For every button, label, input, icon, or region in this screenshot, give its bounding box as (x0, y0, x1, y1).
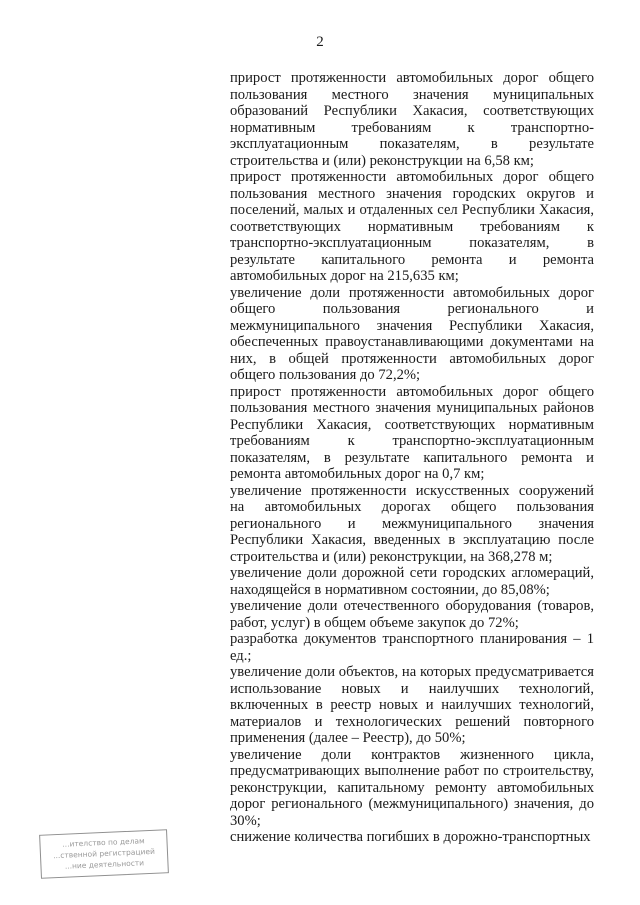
paragraph-7: увеличение доли отечественного оборудования (товаров, работ, услуг) в общем объеме закупок до 72%; (230, 598, 594, 631)
paragraph-1: прирост протяженности автомобильных дорог общего пользования местного значения муниципальных образований Республики Хакасия, соответствующих нормативным требованиям к транспортно-эксплуатационным показателям, в результате строительства и (или) реконструкции на 6,58 км; (230, 70, 594, 169)
paragraph-3: увеличение доли протяженности автомобильных дорог общего пользования регионального и межмуниципального значения Республики Хакасия, обеспеченных правоустанавливающими документами на них, в общей протяженности автомобильных дорог общего пользования до 72,2%; (230, 284, 594, 383)
paragraph-9: увеличение доли объектов, на которых предусматривается использование новых и наилучших технологий, включенных в реестр новых и наилучших технологий, материалов и технологических решений повторного применения (далее – Реестр), до 50%; (230, 664, 594, 746)
paragraph-2: прирост протяженности автомобильных дорог общего пользования местного значения городских округов и поселений, малых и отдаленных сел Республики Хакасия, соответствующих нормативным требованиям к транспортно-эксплуатационным показателям, в результате капитального ремонта и ремонта автомобильных дорог на 215,635 км; (230, 169, 594, 284)
paragraph-10: увеличение доли контрактов жизненного цикла, предусматривающих выполнение работ по строительству, реконструкции, капитальному ремонту автомобильных дорог регионального (межмуниципального) значения, до 30%; (230, 746, 594, 829)
paragraph-6: увеличение доли дорожной сети городских агломераций, находящейся в нормативном состоянии, до 85,08%; (230, 565, 594, 598)
stamp-line-3: ...ние деятельности (64, 858, 145, 871)
registration-stamp (39, 829, 169, 879)
page-number: 2 (316, 34, 324, 50)
paragraph-8: разработка документов транспортного планирования – 1 ед.; (230, 631, 594, 664)
stamp-line-2: ...ственной регистрацией (52, 846, 156, 861)
document-body (230, 70, 594, 846)
paragraph-11: снижение количества погибших в дорожно-транспортных (230, 829, 591, 845)
stamp-line-1: ...ителство по делам (62, 836, 145, 849)
paragraph-4: прирост протяженности автомобильных дорог общего пользования местного значения муниципальных районов Республики Хакасия, соответствующих нормативным требованиям к транспортно-эксплуатационным показателям, в результате капитального ремонта и ремонта автомобильных дорог на 0,7 км; (230, 383, 594, 482)
paragraph-5: увеличение протяженности искусственных сооружений на автомобильных дорогах общего пользования регионального и межмуниципального значения Республики Хакасия, введенных в эксплуатацию после строительства и (или) реконструкции, на 368,278 м; (230, 482, 594, 565)
